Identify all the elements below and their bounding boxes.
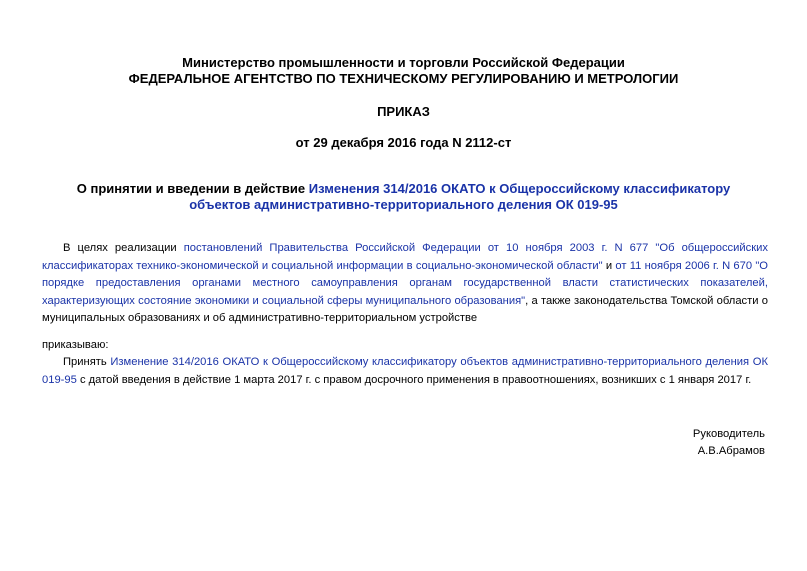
signature-position: Руководитель	[692, 428, 765, 440]
title-link-line1[interactable]: Изменения 314/2016 ОКАТО к Общероссийскому классификатору	[308, 181, 731, 196]
preamble-text1: В целях реализации	[63, 242, 184, 254]
document-title-line2	[0, 197, 807, 213]
order-paragraph	[42, 354, 768, 389]
title-prefix: О принятии и введении в действие	[76, 181, 309, 196]
order-text2: с датой введения в действие 1 марта 2017 г. с правом досрочного применения в правоотношениях, возникших с 1 января 2017 г.	[76, 373, 752, 386]
document-type: ПРИКАЗ	[377, 104, 430, 119]
preamble-text3: , а также законодательства Томской области о муниципальных образованиях и об административно-территориальном устройстве	[42, 294, 768, 324]
preamble-paragraph	[42, 240, 768, 328]
preamble-text2: и	[602, 259, 616, 272]
signature-name: А.В.Абрамов	[697, 445, 765, 457]
preamble-link-decree-670[interactable]: от 11 ноября 2006 г. N 670 "О порядке предоставления органами местного самоуправления органам государственной власти статистических показателей, характеризующих состояние экономики и социальной сферы муниципального образования"	[42, 259, 768, 307]
order-text1: Принять	[63, 356, 111, 368]
preamble-link-decree-677[interactable]: постановлений Правительства Российской Федерации от 10 ноября 2003 г. N 677 "Об общероссийских классификаторах технико-экономической и социальной информации в социально-экономической области"	[42, 242, 768, 272]
order-link-change[interactable]: Изменение 314/2016 ОКАТО к Общероссийскому классификатору объектов административно-территориального деления ОК 019-95	[42, 356, 768, 386]
date-number: от 29 декабря 2016 года N 2112-ст	[295, 135, 512, 150]
title-link-line2[interactable]: объектов административно-территориального деления ОК 019-95	[189, 197, 618, 212]
document-title	[0, 181, 807, 197]
orders-word: приказываю:	[42, 339, 109, 351]
agency-name: ФЕДЕРАЛЬНОЕ АГЕНТСТВО ПО ТЕХНИЧЕСКОМУ РЕГУЛИРОВАНИЮ И МЕТРОЛОГИИ	[128, 71, 679, 86]
ministry-name: Министерство промышленности и торговли Российской Федерации	[182, 55, 625, 70]
